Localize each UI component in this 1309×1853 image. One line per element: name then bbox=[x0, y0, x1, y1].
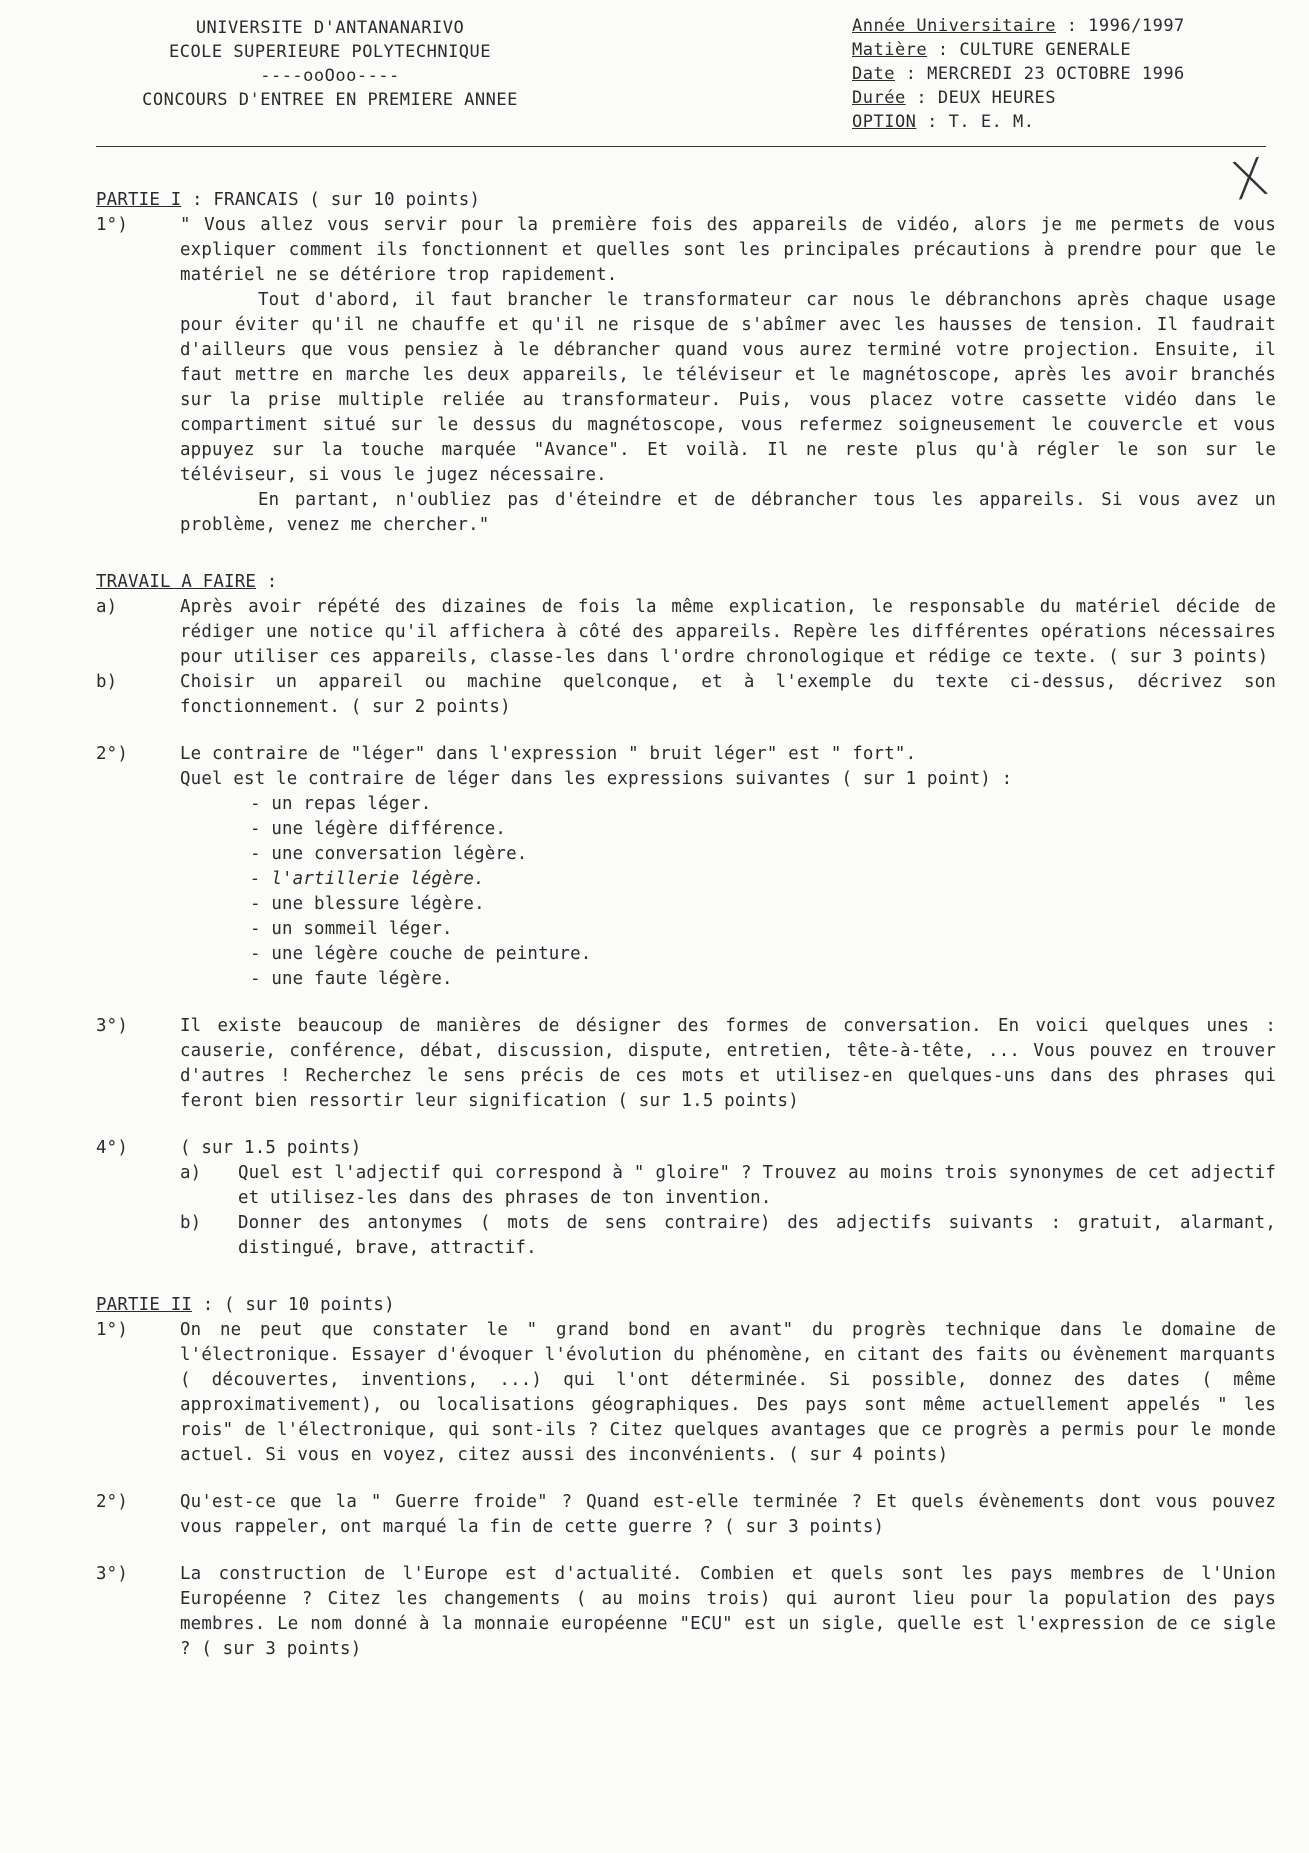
school-name: ECOLE SUPERIEURE POLYTECHNIQUE bbox=[168, 42, 492, 62]
p2-question-3: 3°) La construction de l'Europe est d'actualité. Combien et quels sont les pays membres de l'Union Européenne ? Citez les changements ( au moins trois) qui auront lieu pour la population des pays membres. Le nom donné à la monnaie européenne "ECU" est un sigle, quelle est l'expression de ce sigle ? ( sur 3 points) bbox=[96, 1564, 1276, 1659]
exam-info bbox=[852, 14, 1292, 134]
list-item: - une faute légère. bbox=[250, 969, 453, 989]
list-item: - un sommeil léger. bbox=[250, 919, 453, 939]
exam-name: CONCOURS D'ENTREE EN PREMIERE ANNEE bbox=[142, 90, 518, 110]
partie1-title: PARTIE I : FRANCAIS ( sur 10 points) bbox=[96, 190, 481, 210]
list-item: - l'artillerie légère. bbox=[250, 869, 485, 889]
university-name: UNIVERSITE D'ANTANANARIVO bbox=[195, 18, 465, 38]
info-year: Année Universitaire : 1996/1997 bbox=[852, 16, 1185, 36]
handwritten-x-mark: X bbox=[1226, 146, 1274, 214]
header-divider bbox=[96, 146, 1266, 147]
list-item: - une blessure légère. bbox=[250, 894, 485, 914]
partie2-title: PARTIE II : ( sur 10 points) bbox=[96, 1295, 395, 1315]
expressions-list bbox=[180, 792, 1276, 992]
institution-header bbox=[95, 16, 565, 112]
header-separator: ----ooOoo---- bbox=[260, 66, 400, 86]
travail-title: TRAVAIL A FAIRE : bbox=[96, 572, 278, 592]
q4-a: a) Quel est l'adjectif qui correspond à " gloire" ? Trouvez au moins trois synonymes de cet adjectif et utilisez-les dans des phrases de ton invention. bbox=[180, 1163, 1276, 1208]
list-item: - une conversation légère. bbox=[250, 844, 528, 864]
list-item: - un repas léger. bbox=[250, 794, 432, 814]
info-option: OPTION : T. E. M. bbox=[852, 112, 1035, 132]
list-item: - une légère couche de peinture. bbox=[250, 944, 592, 964]
exam-body bbox=[96, 188, 1276, 1662]
travail-a: a) Après avoir répété des dizaines de fois la même explication, le responsable du matériel décide de rédiger une notice qu'il affichera à côté des appareils. Repère les différentes opérations nécessaires pour utiliser ces appareils, classe-les dans l'ordre chronologique et rédige ce texte. ( sur 3 points) bbox=[96, 597, 1276, 667]
text-paragraph: Tout d'abord, il faut brancher le transformateur car nous le débranchons après chaque usage pour éviter qu'il ne chauffe et qu'il ne risque de s'abîmer avec les hausses de tension. Il faudrait d'ailleurs que vous pensiez à le débrancher quand vous aurez terminé votre projection. Ensuite, il faut mettre en marche les deux appareils, le téléviseur et le magnétoscope, après les avoir branchés sur la prise multiple reliée au transformateur. Puis, vous placez votre cassette vidéo dans le compartiment situé sur le dessus du magnétoscope, vous refermez soigneusement le couvercle et vous appuyez sur la touche marquée "Avance". Et voilà. Il ne reste plus qu'à régler le son sur le téléviseur, si vous le jugez nécessaire. bbox=[180, 290, 1276, 485]
travail-b: b) Choisir un appareil ou machine quelconque, et à l'exemple du texte ci-dessus, décrivez son fonctionnement. ( sur 2 points) bbox=[96, 672, 1276, 717]
info-duration: Durée : DEUX HEURES bbox=[852, 88, 1056, 108]
text-paragraph: En partant, n'oubliez pas d'éteindre et de débrancher tous les appareils. Si vous avez un problème, venez me chercher." bbox=[180, 490, 1276, 535]
list-item: - une légère différence. bbox=[250, 819, 507, 839]
text-paragraph: " Vous allez vous servir pour la première fois des appareils de vidéo, alors je me permets de vous expliquer comment ils fonctionnent et quelles sont les principales précautions à prendre pour que le matériel ne se détériore trop rapidement. bbox=[180, 215, 1276, 285]
p1-question-2: 2°) Le contraire de "léger" dans l'expression " bruit léger" est " fort". Quel est le contraire de léger dans les expressions suivantes ( sur 1 point) : - un repas léger. - une légère différence. - une conversation légère. - l'artillerie légère. - une blessure légère. - un sommeil léger. - une légère couche de peinture. - une faute légère. bbox=[96, 742, 1276, 992]
q4-b: b) Donner des antonymes ( mots de sens contraire) des adjectifs suivants : gratuit, alarmant, distingué, brave, attractif. bbox=[180, 1213, 1276, 1258]
p1-question-3: 3°) Il existe beaucoup de manières de désigner des formes de conversation. En voici quelques unes : causerie, conférence, débat, discussion, dispute, entretien, tête-à-tête, ... Vous pouvez en trouver d'autres ! Recherchez le sens précis de ces mots et utilisez-en quelques-uns dans des phrases qui feront bien ressortir leur signification ( sur 1.5 points) bbox=[96, 1016, 1276, 1111]
p1-question-4: 4°) ( sur 1.5 points) a) Quel est l'adjectif qui correspond à " gloire" ? Trouvez au moins trois synonymes de cet adjectif et utilisez-les dans des phrases de ton invention. b) Donner des antonymes ( mots de sens contraire) des adjectifs suivants : gratuit, alarmant, distingué, brave, attractif. bbox=[96, 1136, 1276, 1261]
info-date: Date : MERCREDI 23 OCTOBRE 1996 bbox=[852, 64, 1185, 84]
info-subject: Matière : CULTURE GENERALE bbox=[852, 40, 1132, 60]
p2-question-2: 2°) Qu'est-ce que la " Guerre froide" ? Quand est-elle terminée ? Et quels évènements dont vous pouvez vous rappeler, ont marqué la fin de cette guerre ? ( sur 3 points) bbox=[96, 1492, 1276, 1537]
p2-question-1: 1°) On ne peut que constater le " grand bond en avant" du progrès technique dans le domaine de l'électronique. Essayer d'évoquer l'évolution du phénomène, en citant des faits ou évènement marquants ( découvertes, inventions, ...) qui l'ont déterminée. Si possible, donnez des dates ( même approximativement), ou localisations géographiques. Des pays sont même actuellement appelés " les rois" de l'électronique, qui sont-ils ? Citez quelques avantages que ce progrès a permis pour le monde actuel. Si vous en voyez, citez aussi des inconvénients. ( sur 4 points) bbox=[96, 1320, 1276, 1465]
p1-question-1: 1°) " Vous allez vous servir pour la première fois des appareils de vidéo, alors je me permets de vous expliquer comment ils fonctionnent et quelles sont les principales précautions à prendre pour que le matériel ne se détériore trop rapidement. Tout d'abord, il faut brancher le transformateur car nous le débranchons après chaque usage pour éviter qu'il ne chauffe et qu'il ne risque de s'abîmer avec les hausses de tension. Il faudrait d'ailleurs que vous pensiez à le débrancher quand vous aurez terminé votre projection. Ensuite, il faut mettre en marche les deux appareils, le téléviseur et le magnétoscope, après les avoir branchés sur la prise multiple reliée au transformateur. Puis, vous placez votre cassette vidéo dans le compartiment situé sur le dessus du magnétoscope, vous refermez soigneusement le couvercle et vous appuyez sur la touche marquée "Avance". Et voilà. Il ne reste plus qu'à régler le son sur le téléviseur, si vous le jugez nécessaire. En partant, n'oubliez pas d'éteindre et de débrancher tous les appareils. Si vous avez un problème, venez me chercher." bbox=[96, 213, 1276, 538]
